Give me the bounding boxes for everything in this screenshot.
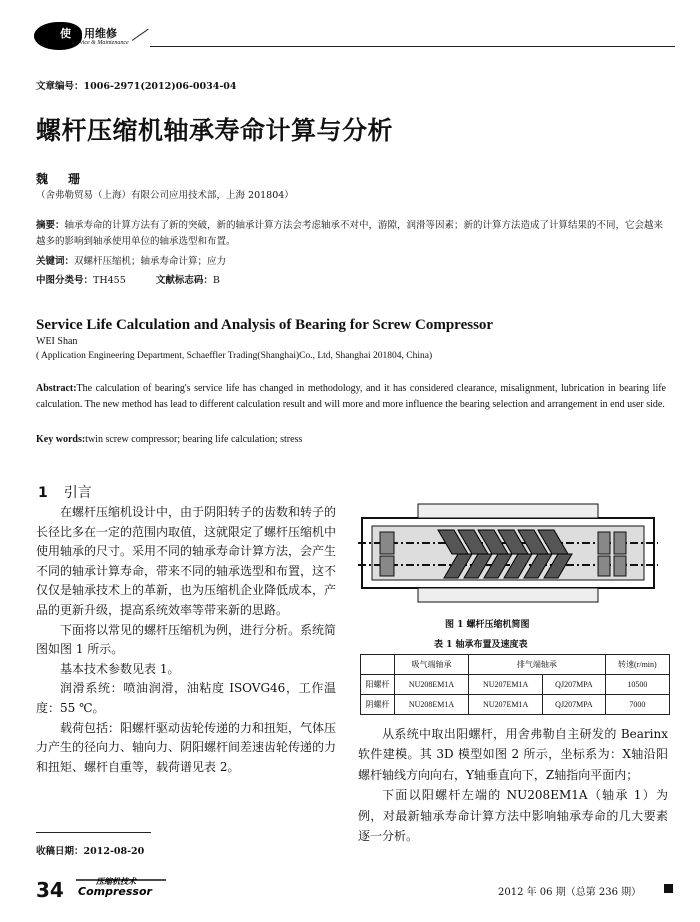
abstract-cn [36, 218, 666, 250]
table-cell: 阴螺杆 [361, 695, 395, 715]
table-cell: QJ207MPA [543, 675, 606, 695]
table-1-caption: 表 1 轴承布置及速度表 [434, 640, 528, 650]
author: 魏 珊 [36, 172, 89, 186]
paragraph: 基本技术参数见表 1。 [60, 661, 180, 676]
keywords-cn-text: 双螺杆压缩机；轴承寿命计算；应力 [74, 256, 227, 267]
bearing-table [360, 654, 670, 715]
paragraph: 下面以阳螺杆左端的 NU208EM1A（轴承 1）为例，对最新轴承寿命计算方法中影响轴承寿命的几大要素逐一分析。 [358, 788, 668, 844]
journal-logo-en: Compressor [78, 885, 152, 898]
keywords-en-text: twin screw compressor; bearing life calculation; stress [85, 434, 303, 445]
outlet-port [418, 588, 598, 602]
abstract-cn-text: 轴承寿命的计算方法有了新的突破，新的轴承计算方法会考虑轴承不对中，游隙，润滑等因素；新的计算方法造成了计算结果的不同，它会越来越多的影响到轴承使用单位的轴承选型和布置。 [36, 220, 664, 247]
paragraph: 载荷包括：阳螺杆驱动齿轮传递的力和扭矩，气体压力产生的径向力、轴向力、阴阳螺杆间差速齿轮传递的力和扭矩、螺杆自重等，载荷谱见表 2。 [36, 720, 337, 774]
header-section-subtitle: Service & Maintenance [72, 40, 129, 46]
journal-logo [74, 874, 170, 898]
header-section-title-part2: 用维修 [84, 27, 117, 40]
table-cell: NU208EM1A [395, 695, 469, 715]
received-date: 收稿日期：2012-08-20 [36, 846, 145, 857]
table-cell: QJ207MPA [543, 695, 606, 715]
right-column-body [358, 724, 668, 846]
table-row [361, 695, 670, 715]
figure-1-caption: 图 1 螺杆压缩机简图 [445, 620, 530, 630]
table-row [361, 675, 670, 695]
keywords-cn [36, 253, 226, 267]
author-en: WEI Shan [36, 336, 78, 347]
section-heading [38, 482, 92, 502]
journal-logo-cn: 压缩机技术 [96, 877, 136, 886]
table-header-cell: 吸气端轴承 [395, 655, 469, 675]
table-cell: 阳螺杆 [361, 675, 395, 695]
table-cell: 10500 [605, 675, 669, 695]
classification [36, 272, 220, 286]
paragraph: 润滑系统：喷油润滑，油粘度 ISOVG46，工作温度：55 ℃。 [36, 681, 336, 715]
clc-label: 中图分类号： [36, 275, 94, 286]
doc-code-label: 文献标志码： [155, 275, 213, 286]
table-header-cell: 转速(r/min) [605, 655, 669, 675]
inlet-port [418, 504, 598, 518]
paper-title-en: Service Life Calculation and Analysis of Bearing for Screw Compressor [36, 317, 494, 333]
abstract-en-label: Abstract: [36, 383, 77, 394]
doc-code-value: B [212, 275, 220, 286]
table-cell: NU208EM1A [395, 675, 469, 695]
table-header-cell: 排气端轴承 [469, 655, 606, 675]
section-title: 引言 [63, 485, 92, 501]
keywords-cn-label: 关键词： [36, 256, 75, 267]
page-number: 34 [36, 878, 64, 902]
abstract-en [36, 381, 666, 413]
table-cell: NU207EM1A [469, 675, 543, 695]
affiliation-en: ( Application Engineering Department, Schaeffler Trading(Shanghai)Co., Ltd, Shanghai 201804, China) [36, 351, 433, 361]
keywords-en [36, 434, 302, 445]
table-cell: 7000 [605, 695, 669, 715]
paper-title: 螺杆压缩机轴承寿命计算与分析 [36, 116, 394, 145]
affiliation: （舍弗勒贸易（上海）有限公司应用技术部，上海 201804） [36, 190, 294, 201]
header-rule-diagonal [132, 29, 149, 41]
article-number: 文章编号：1006-2971(2012)06-0034-04 [36, 81, 237, 92]
keywords-en-label: Key words: [36, 434, 86, 445]
header-rule [150, 46, 675, 47]
clc-value: TH455 [93, 275, 126, 286]
table-cell: NU207EM1A [469, 695, 543, 715]
paragraph: 下面将以常见的螺杆压缩机为例，进行分析。系统简图如图 1 所示。 [36, 622, 337, 657]
bearings-left [380, 532, 394, 576]
figure-screw-compressor [358, 490, 658, 615]
table-header-cell [361, 655, 395, 675]
left-column-body [36, 503, 336, 777]
header-section-title-part1: 使 [60, 27, 71, 40]
paragraph: 从系统中取出阳螺杆，用舍弗勒自主研发的 Bearinx 软件建模。其 3D 模型如图 2 所示，坐标系为：X轴沿阳螺杆轴线方向向右，Y轴垂直向下，Z轴指向平面内； [358, 727, 668, 782]
received-rule [36, 832, 151, 833]
abstract-en-text: The calculation of bearing's service life has changed in methodology, and it has considered clearance, misalignment, lubrication in bearing life calculation. The new method has lead to different calculation result and will more and more influence the bearing selection and arrangement in end user side. [36, 383, 666, 411]
footer-square-marker [664, 884, 673, 893]
issue-info: 2012 年 06 期（总第 236 期） [498, 887, 642, 898]
section-number: 1 [38, 485, 48, 501]
paragraph: 在螺杆压缩机设计中，由于阴阳转子的齿数和转子的长径比多在一定的范围内取值，这就限定了螺杆压缩机中使用轴承的尺寸。采用不同的轴承寿命计算方法，会产生不同的轴承计算寿命，带来不同的轴承选型和布置，这不仅仅是轴承技术上的革新，也为压缩机企业降低成本，产品的更新升级，提高系统效率等带来新的思路。 [36, 505, 337, 617]
table-header-row [361, 655, 670, 675]
abstract-cn-label: 摘要： [36, 220, 65, 231]
